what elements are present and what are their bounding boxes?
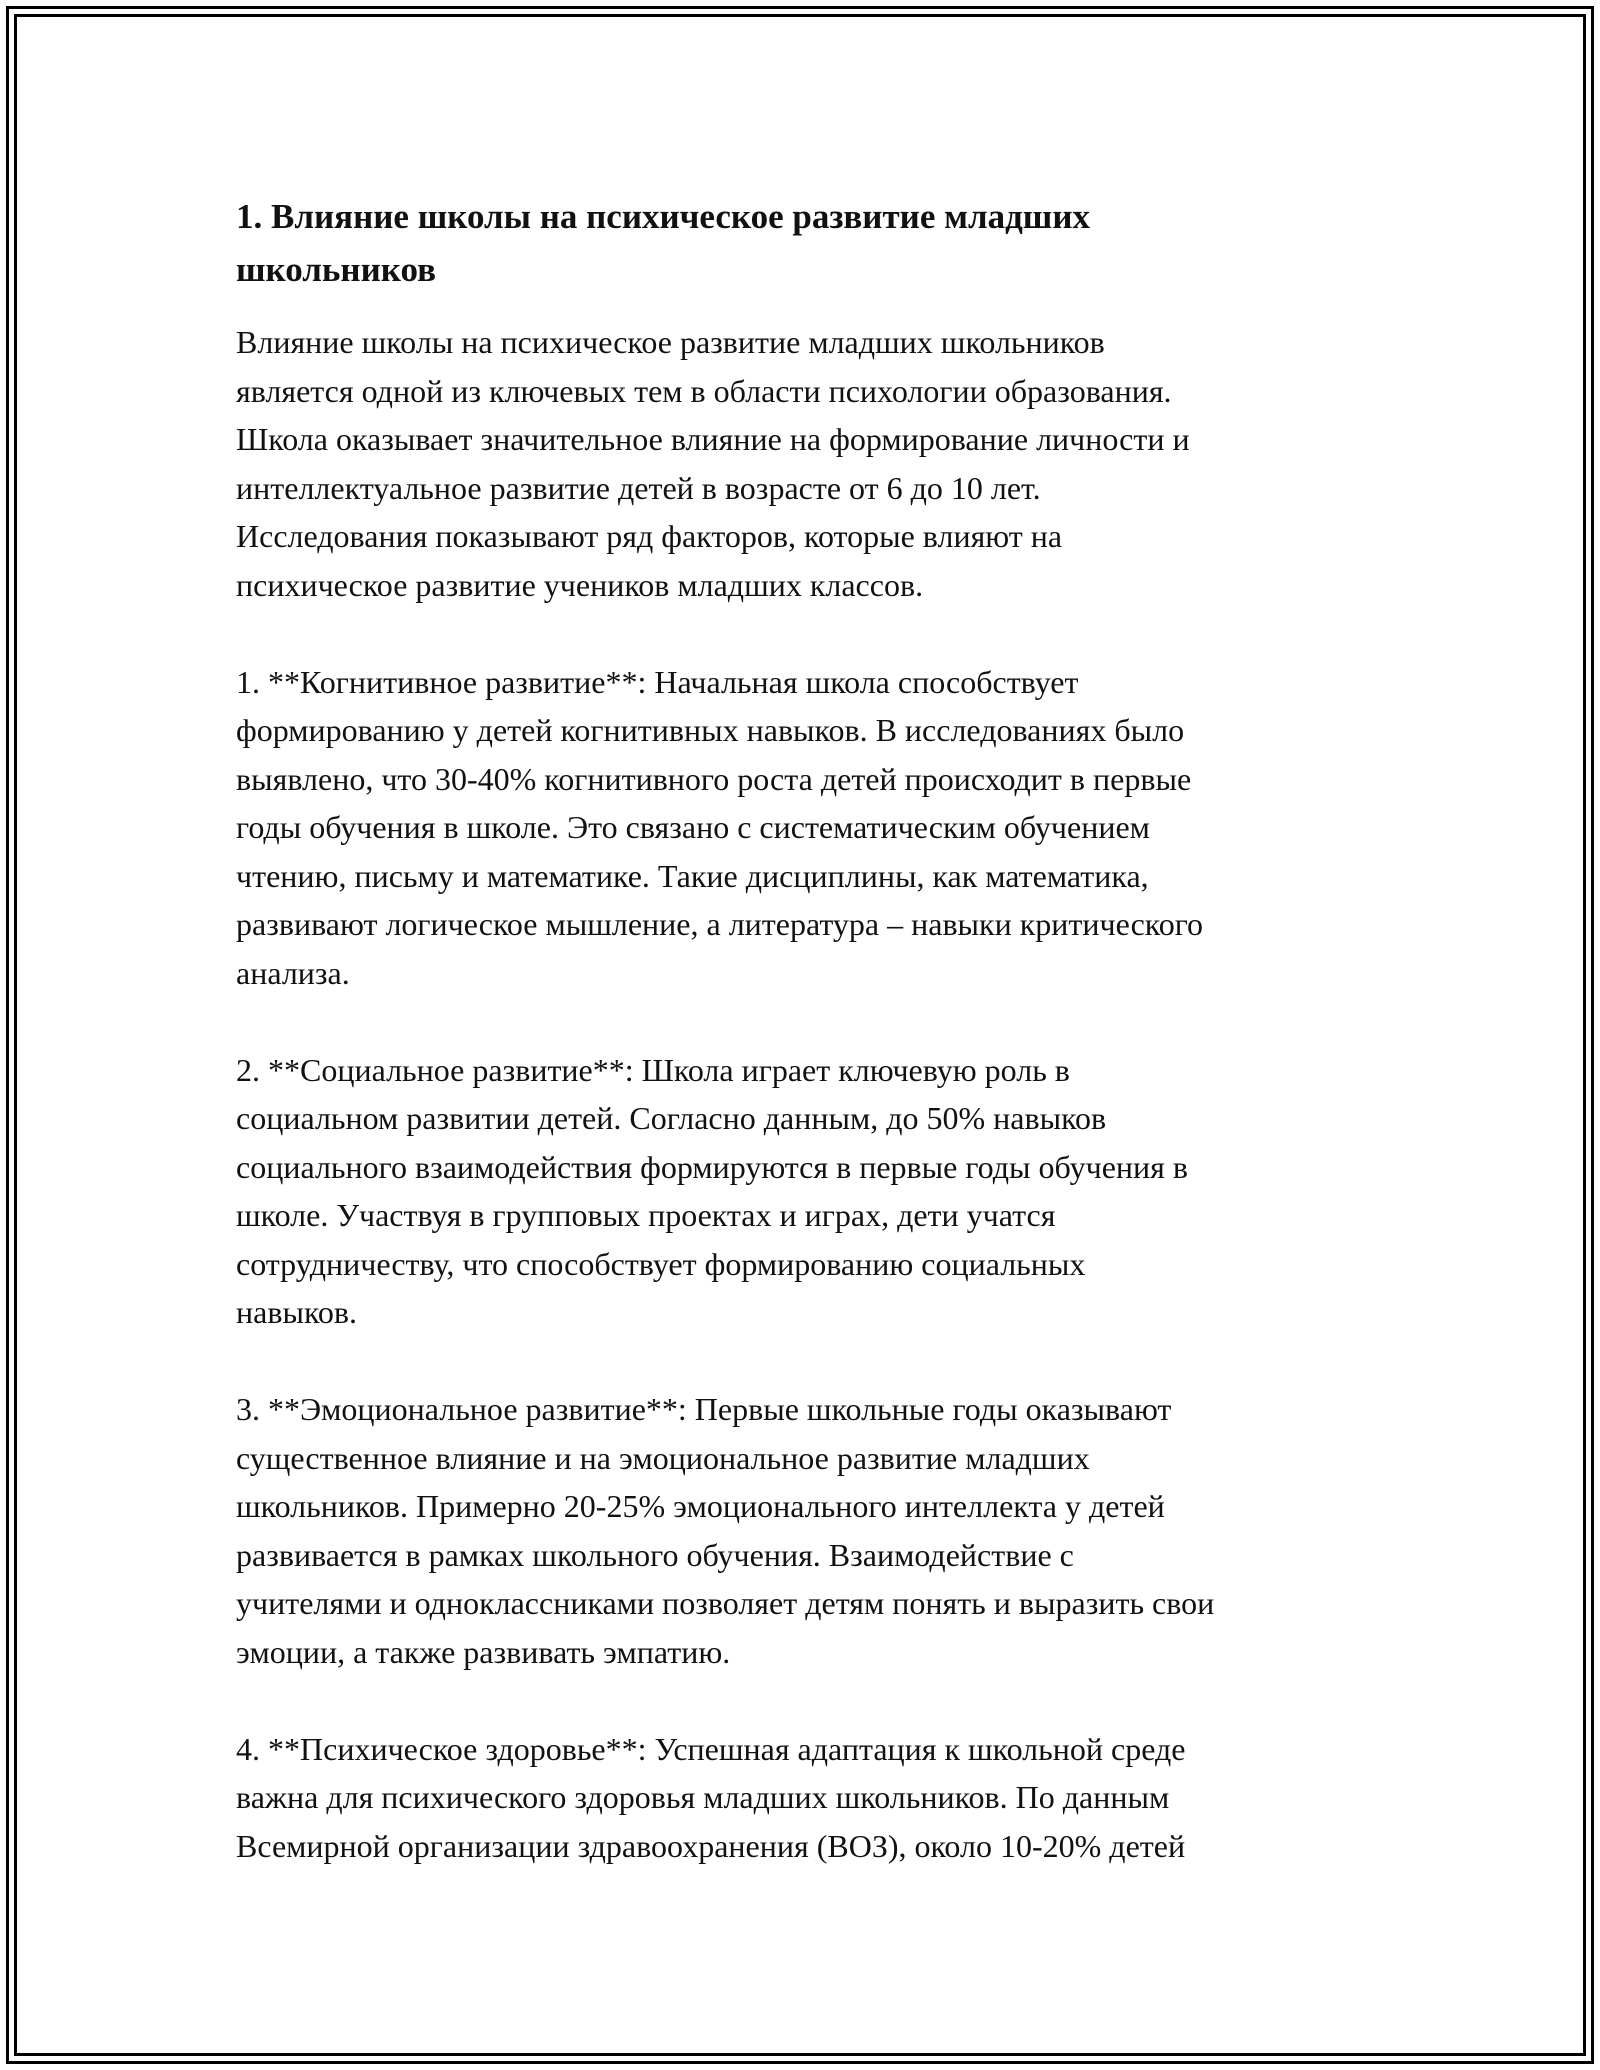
emotional-development-paragraph: 3. **Эмоциональное развитие**: Первые школьные годы оказывают существенное влияние и на эмоциональное развитие младших школьников. Примерно 20-25% эмоционального интеллекта у детей развивается в рамках школьного обучения. Взаимодействие с учителями и одноклассниками позволяет детям понять и выразить свои эмоции, а также развивать эмпатию. — [236, 1391, 1215, 1670]
section-title: 1. Влияние школы на психическое развитие младших школьников — [236, 197, 1091, 289]
mental-health-paragraph: 4. **Психическое здоровье**: Успешная адаптация к школьной среде важна для психического здоровья младших школьников. По данным Всемирной организации здравоохранения (ВОЗ), около 10-20% детей — [236, 1730, 1186, 1864]
document-page — [236, 190, 1386, 1919]
social-development-paragraph: 2. **Социальное развитие**: Школа играет ключевую роль в социальном развитии детей. Согласно данным, до 50% навыков социального взаимодействия формируются в первые годы обучения в школе. Участвуя в групповых проектах и играх, дети учатся сотрудничеству, что способствует формированию социальных навыков. — [236, 1051, 1188, 1330]
intro-paragraph: Влияние школы на психическое развитие младших школьников является одной из ключевых тем в области психологии образования. Школа оказывает значительное влияние на формирование личности и интеллектуальное развитие детей в возрасте от 6 до 10 лет. Исследования показывают ряд факторов, которые влияют на психическое развитие учеников младших классов. — [236, 324, 1190, 603]
cognitive-development-paragraph: 1. **Когнитивное развитие**: Начальная школа способствует формированию у детей когнитивных навыков. В исследованиях было выявлено, что 30-40% когнитивного роста детей происходит в первые годы обучения в школе. Это связано с систематическим обучением чтению, письму и математике. Такие дисциплины, как математика, развивают логическое мышление, а литература – навыки критического анализа. — [236, 663, 1204, 991]
